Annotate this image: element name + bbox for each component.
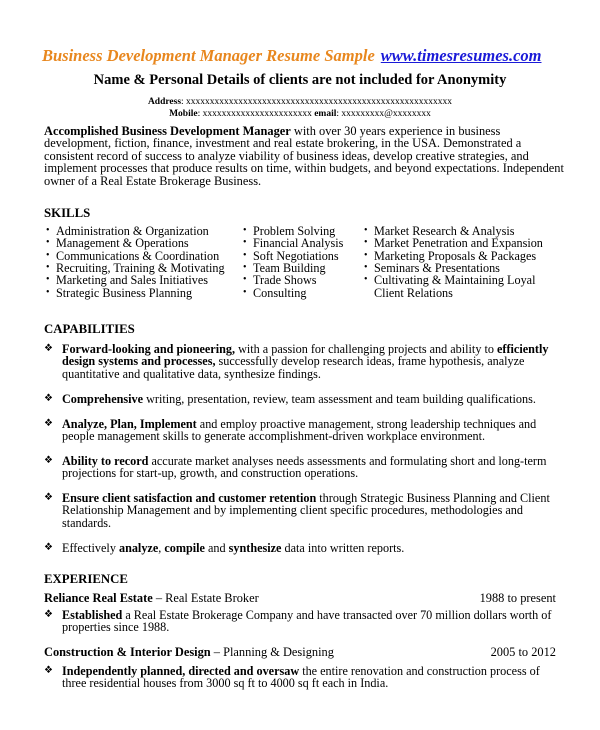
bullet-icon: •	[46, 249, 50, 261]
bullet-icon: •	[46, 286, 50, 298]
capability-item: ❖ Comprehensive writing, presentation, review, team assessment and team building qualifications.	[44, 392, 536, 406]
list-item: • Cultivating & Maintaining Loyal Client Relations	[364, 273, 536, 300]
skills-column-2	[243, 225, 361, 299]
address-value: : xxxxxxxxxxxxxxxxxxxxxxxxxxxxxxxxxxxxxxxxxxxxxxxxxxxxxxxx	[181, 97, 453, 107]
bullet-icon: •	[243, 249, 247, 261]
skills-column-1	[46, 225, 236, 299]
diamond-bullet-icon: ❖	[44, 343, 53, 354]
diamond-bullet-icon: ❖	[44, 665, 53, 676]
address-label: Address	[147, 97, 182, 107]
address-line	[0, 97, 600, 107]
capability-item: ❖ Ability to record accurate market analyses needs assessments and formulating short and long-term projections for start-up, growth, and construction operations.	[44, 454, 547, 481]
company-name: Construction & Interior Design	[44, 645, 211, 659]
bullet-icon: •	[46, 225, 50, 236]
bullet-icon: •	[243, 274, 247, 286]
bullet-icon: •	[364, 262, 368, 274]
job-header	[44, 645, 556, 660]
bullet-icon: •	[46, 274, 50, 286]
bullet-icon: •	[243, 286, 247, 298]
job-achievement: ❖ Independently planned, directed and oversaw the entire renovation and construction process of three residential houses from 3000 sq ft to 4000 sq ft each in India.	[44, 664, 540, 691]
job-achievement: ❖ Established a Real Estate Brokerage Company and have transacted over 70 million dollars worth of properties since 1988.	[44, 608, 552, 635]
anonymity-subtitle: Name & Personal Details of clients are not included for Anonymity	[93, 72, 507, 88]
job-header	[44, 591, 556, 606]
diamond-bullet-icon: ❖	[44, 418, 53, 429]
bullet-icon: •	[364, 225, 368, 236]
bullet-icon: •	[364, 249, 368, 261]
diamond-bullet-icon: ❖	[44, 542, 53, 553]
email-label: email	[314, 109, 337, 119]
list-item: • Financial Analysis	[243, 236, 344, 251]
capability-item: ❖ Forward-looking and pioneering, with a passion for challenging projects and ability to efficiently design systems and processes, successfully develop research ideas, frame hypothesis, analyze quantitative and qualitative data, synthesize findings.	[44, 342, 549, 381]
website-link[interactable]: www.timesresumes.com	[380, 46, 542, 65]
bullet-icon: •	[364, 237, 368, 249]
bullet-icon: •	[46, 262, 50, 274]
job-dates: 1988 to present	[479, 591, 556, 605]
summary-paragraph	[44, 125, 566, 187]
list-item: • Administration & Organization	[46, 224, 209, 238]
job-role: – Real Estate Broker	[152, 591, 259, 605]
list-item: • Marketing Proposals & Packages	[364, 248, 537, 263]
bullet-icon: •	[243, 237, 247, 249]
skills-heading: SKILLS	[44, 206, 91, 220]
list-item: • Consulting	[243, 285, 307, 300]
bullet-icon: •	[243, 225, 247, 236]
diamond-bullet-icon: ❖	[44, 393, 53, 404]
bullet-icon: •	[46, 237, 50, 249]
list-item: • Strategic Business Planning	[46, 285, 193, 300]
list-item: • Market Research & Analysis	[364, 224, 515, 238]
email-value: : xxxxxxxxx@xxxxxxxx	[336, 109, 431, 119]
job-role: – Planning & Designing	[210, 645, 334, 659]
job-dates: 2005 to 2012	[490, 645, 556, 659]
summary-lead: Accomplished Business Development Manager	[44, 124, 291, 138]
diamond-bullet-icon: ❖	[44, 609, 53, 620]
experience-heading: EXPERIENCE	[44, 572, 128, 586]
bullet-icon: •	[364, 274, 368, 286]
list-item: • Soft Negotiations	[243, 248, 339, 263]
capability-item: ❖ Ensure client satisfaction and customer retention through Strategic Business Planning and Client Relationship Management and by implementing client specific procedures, methodologies and standards.	[44, 491, 550, 530]
mobile-value: : xxxxxxxxxxxxxxxxxxxxxxx	[197, 109, 312, 119]
capability-item: ❖ Analyze, Plan, Implement and employ proactive management, strong leadership techniques and people management skills to generate accomplishment-driven workplace environment.	[44, 417, 537, 444]
capabilities-heading: CAPABILITIES	[44, 322, 135, 336]
mobile-label: Mobile	[169, 109, 198, 119]
mobile-email-line	[0, 109, 600, 119]
diamond-bullet-icon: ❖	[44, 492, 53, 503]
title-line	[42, 46, 542, 66]
skills-column-3	[364, 225, 554, 299]
resume-title: Business Development Manager Resume Sample	[42, 46, 375, 65]
list-item: • Recruiting, Training & Motivating	[46, 261, 225, 276]
list-item: • Market Penetration and Expansion	[364, 236, 543, 251]
diamond-bullet-icon: ❖	[44, 455, 53, 466]
list-item: • Team Building	[243, 261, 326, 276]
list-item: • Trade Shows	[243, 273, 317, 288]
company-name: Reliance Real Estate	[44, 591, 153, 605]
list-item: • Marketing and Sales Initiatives	[46, 273, 208, 288]
list-item: • Communications & Coordination	[46, 248, 220, 263]
list-item: • Management & Operations	[46, 236, 189, 251]
capability-item: ❖ Effectively analyze, compile and synthesize data into written reports.	[44, 541, 405, 555]
bullet-icon: •	[243, 262, 247, 274]
list-item: • Seminars & Presentations	[364, 261, 500, 276]
summary-text: with over 30 years experience in business development, fiction, finance, investment and real estate brokering, in the USA. Demonstrated a consistent record of success to analyze viability of business ideas, develop creative strategies, and implement processes that produce results on time, within budgets, and beyond expectations. Independent owner of a Real Estate Brokerage Business.	[44, 124, 564, 188]
list-item: • Problem Solving	[243, 224, 336, 238]
